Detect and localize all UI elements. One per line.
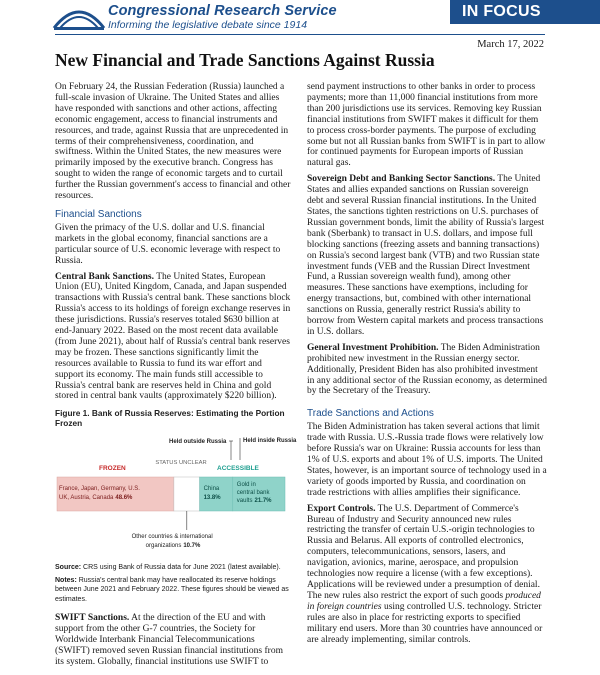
reserves-figure xyxy=(55,430,297,560)
export-controls-paragraph: Export Controls. The U.S. Department of Commerce's Bureau of Industry and Security announced new rules restricting the transfer of certain U.S.-origin technologies to Russia and Belarus. All exports of controlled electronics, computers, telecommunications, sensors, lasers, and navigation, avionics, marine, aerospace, and propulsion technologies now require a license (with a few exceptions). Applications will be reviewed under a presumption of denial. The new rules also restrict the export of such goods produced in foreign countries using controlled U.S. technology. Stricter rules are also in place for restricting exports to specified military end users. More than 30 countries have announced or are already implementing, similar controls. xyxy=(307,503,543,645)
segment-other-label: Other countries & international organizations 10.7% xyxy=(131,534,213,550)
publication-date: March 17, 2022 xyxy=(477,39,544,50)
figure-notes: Notes: Russia's central bank may have reallocated its reserve holdings between June 2021 and February 2022. These figures should be viewed as estimates. xyxy=(55,576,289,603)
export-controls-italic: produced in foreign countries xyxy=(307,590,541,612)
investment-prohibition-paragraph xyxy=(307,343,547,398)
figure-title: Figure 1. Bank of Russia Reserves: Estimating the Portion Frozen xyxy=(55,408,285,429)
figure-source: Source: CRS using Bank of Russia data for June 2021 (latest available). xyxy=(55,564,281,572)
investment-prohibition-body: The Biden Administration prohibited new investment in the Russian energy sector. Additionally, President Biden has also prohibited investment in any additional sector of the Russian economy, as determined by the Secretary of the Treasury. xyxy=(307,342,547,397)
group-label-frozen: FROZEN xyxy=(99,465,126,473)
label-held-inside: Held inside Russia xyxy=(243,438,297,445)
central-bank-heading: Central Bank Sanctions. xyxy=(55,271,154,282)
export-controls-heading: Export Controls. xyxy=(307,503,376,514)
central-bank-body: The United States, European Union (EU), United Kingdom, Canada, and Japan suspended transactions with Russia's central bank. These sanctions block Russia's access to its holdings of foreign exchange reserves in these jurisdictions. Russia's reserves totaled $630 billion at end-January 2022. Based on the most recent data available (from June 2021), about half of Russia's central bank reserves may be frozen. These sanctions significantly limit the resources available to Russia to fund its war effort and support its economy. The main funds still accessible to Russia's central bank are reserves held in China and gold stored in central bank vaults (approximately $220 billion). xyxy=(55,271,291,402)
bar-segment-china xyxy=(200,477,233,511)
swift-heading: SWIFT Sanctions. xyxy=(55,613,130,624)
crs-logo-icon xyxy=(52,2,106,32)
swift-continued-paragraph: send payment instructions to other banks in order to process payments; more than 11,000 financial institutions from more than 200 jurisdictions use its services. Removing key Russian financial institutions from SWIFT makes it difficult for them to process cross-border payments. The purpose of excluding some but not all Russian banks from SWIFT is in part to allow for continued payments for European imports of Russian natural gas. xyxy=(307,82,546,169)
org-name: Congressional Research Service xyxy=(108,3,337,19)
swift-paragraph xyxy=(55,613,291,668)
section-heading-trade: Trade Sanctions and Actions xyxy=(307,408,434,420)
right-column xyxy=(307,82,547,650)
section-heading-financial: Financial Sanctions xyxy=(55,208,142,220)
left-column xyxy=(55,82,297,673)
bar-segment-frozen xyxy=(57,477,174,511)
sovereign-debt-heading: Sovereign Debt and Banking Sector Sanctions. xyxy=(307,174,496,185)
bar-segment-other xyxy=(174,477,200,511)
label-held-outside: Held outside Russia xyxy=(169,439,227,446)
financial-paragraph: Given the primacy of the U.S. dollar and U.S. financial markets in the global economy, financial sanctions are a particular source of U.S. economic leverage with respect to Russia. xyxy=(55,222,281,266)
header-rule xyxy=(55,34,545,35)
in-focus-badge: IN FOCUS xyxy=(450,0,600,24)
segment-gold-label: Gold in central bank vaults 21.7% xyxy=(236,482,272,505)
sovereign-debt-paragraph xyxy=(307,174,547,338)
investment-prohibition-heading: General Investment Prohibition. xyxy=(307,342,439,353)
reserves-chart xyxy=(55,430,297,560)
group-label-status: STATUS UNCLEAR xyxy=(155,460,207,467)
group-label-accessible: ACCESSIBLE xyxy=(217,465,259,473)
org-tagline: Informing the legislative debate since 1914 xyxy=(108,19,308,31)
central-bank-paragraph xyxy=(55,272,291,403)
swift-body: At the direction of the EU and with support from the other G-7 countries, the Society for Worldwide Interbank Financial Telecommunications (SWIFT) removed seven Russian financial institutions from its system. Globally, financial institutions use SWIFT to xyxy=(55,613,283,667)
intro-paragraph: On February 24, the Russian Federation (Russia) launched a full-scale invasion of Ukraine. The United States and allies have responded with sanctions and other actions, affecting economic engagement, access to financial instruments and resources, and trade, against Russia that are unprecedented in terms of their comprehensiveness, coordination, and swiftness. Within the United States, the new measures were primarily imposed by the executive branch. Congress has sought to widen the range of economic targets and to curtail further the Russian government's access to financial and other resources. xyxy=(55,82,291,202)
sovereign-debt-body: The United States and allies expanded sanctions on Russian sovereign debt and several Russian financial institutions. In the United States, the sanctions tighten restrictions on U.S. purchases of Russian government bonds, limit the ability of Russia's largest bank (Sberbank) to transact in U.S. dollars, and impose full blocking sanctions (freezing assets and banning transactions) on Russia's second largest bank (VTB) and two Russian state investment funds (VEB and the Russian Direct Investment Fund, a Russian sovereign wealth fund), among other measures. These sanctions have exemptions, including for energy transactions, but, combined with other international sanctions on Russia, generally restrict Russia's ability to borrow from Western capital markets and process transactions in U.S. dollars. xyxy=(307,174,545,337)
page-header xyxy=(0,0,600,34)
segment-china-label: China 13.8% xyxy=(203,486,221,502)
page-title: New Financial and Trade Sanctions Against Russia xyxy=(55,50,435,70)
trade-paragraph: The Biden Administration has taken several actions that limit trade with Russia. U.S.-Russia trade flows were relatively low before Russia's war on Ukraine: Russia accounts for less than 1% of U.S. exports and about 1% of U.S. imports. The United States, however, is an important source of technology used in a variety of goods imported by Russia, and coordination on trade restrictions with allies amplifies their significance. xyxy=(307,422,547,498)
segment-frozen-label: France, Japan, Germany, U.S. UK, Austria, Canada 48.6% xyxy=(59,486,140,502)
